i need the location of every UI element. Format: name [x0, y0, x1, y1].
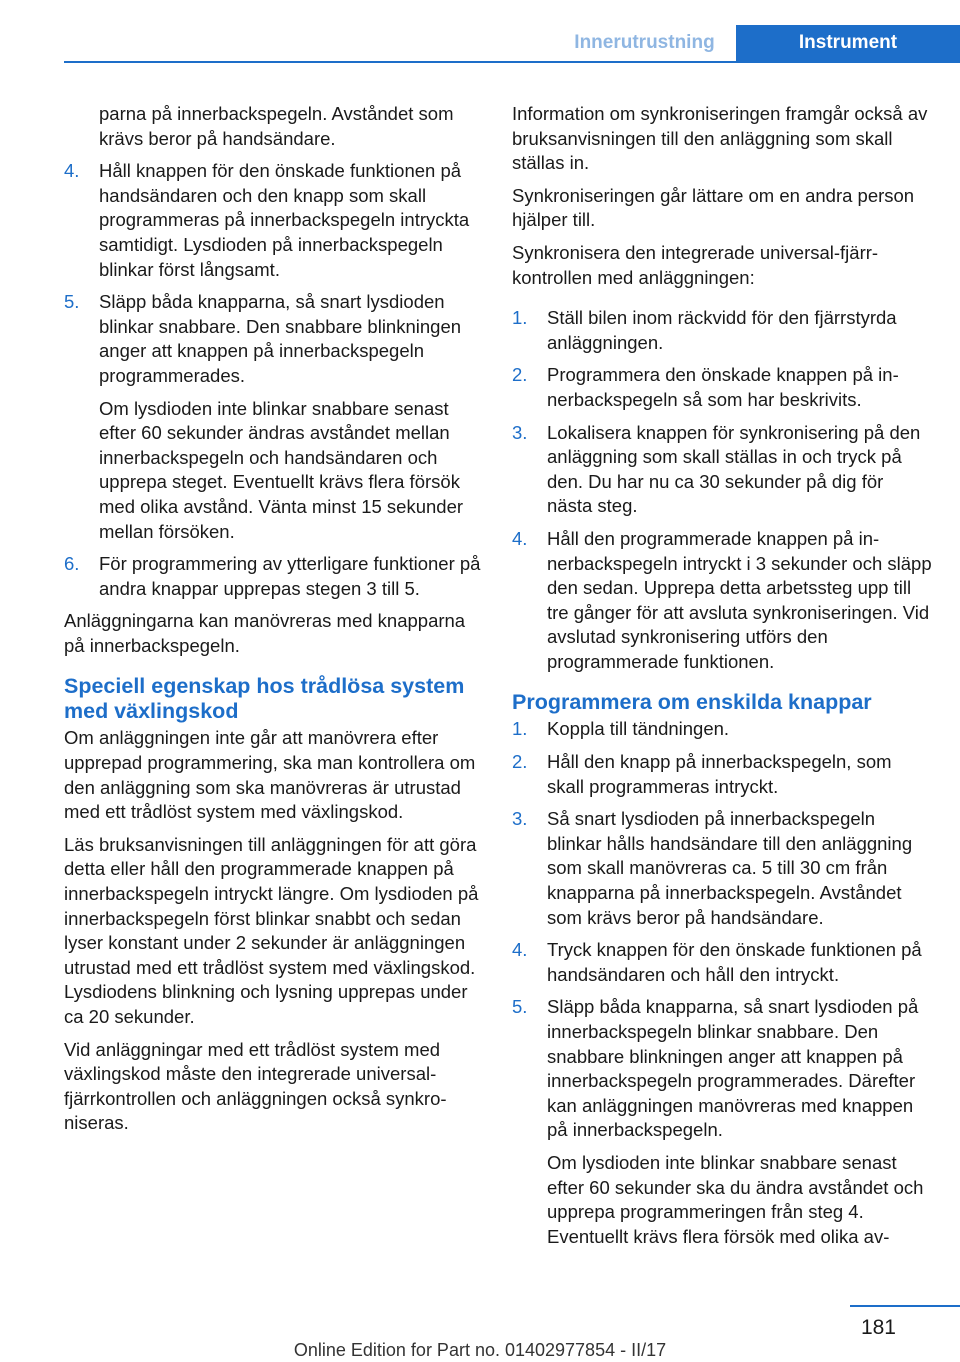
list-item-text — [547, 527, 932, 675]
list-item — [512, 995, 932, 1249]
list-item-number: 6. — [64, 553, 80, 575]
list-item — [64, 290, 486, 544]
list-item-paragraph: Tryck knappen för den önskade funktionen på handsändaren och håll den intryckt. — [547, 939, 922, 985]
list-item-text — [99, 290, 486, 544]
sync-intro-paragraph-3: Synkronisera den integrerade universal-fjärrkontrollen med anläggningen: — [512, 241, 879, 288]
list-item-paragraph: Om lysdioden inte blinkar snabbare senast efter 60 sekunder ändras avståndet mellan innerbackspegeln och handsändaren och upprepa steget. Eventuellt krävs flera försök med olika avstånd. Vänta minst 15 sekunder mellan försöken. — [99, 397, 464, 542]
edition-footer: Online Edition for Part no. 01402977854 - II/17 — [293, 1340, 667, 1360]
list-item — [64, 552, 486, 601]
list-item — [512, 717, 932, 742]
list-item-number: 1. — [512, 718, 528, 740]
list-item-text — [99, 159, 486, 282]
sync-intro-paragraph-1: Information om synkroniseringen framgår också av bruksanvisningen till den anläggning som skall ställas in. — [512, 103, 928, 174]
list-item — [512, 421, 932, 519]
list-item — [512, 306, 932, 355]
list-item-number: 4. — [64, 160, 80, 182]
right-column — [512, 102, 932, 1257]
list-item-paragraph: Släpp båda knapparna, så snart lysdioden på innerbackspegeln blinkar snabbare. Den snabbare blinkningen anger att knappen på innerbackspegeln programmerades. Därefter kan anläggningen manövreras med knappen på innerbackspegeln. — [547, 996, 919, 1141]
list-item-paragraph: Så snart lysdioden på innerbackspegeln blinkar hålls handsändare till den anläggning som skall manövreras ca. 5 till 30 cm från knapparna på innerbackspegeln. Avståndet som krävs beror på handsändare. — [547, 808, 913, 928]
header-rule — [64, 61, 960, 63]
list-item-number: 2. — [512, 364, 528, 386]
rolling-code-paragraph-1: Om anläggningen inte går att manövrera efter upprepad programmering, ska man kontrollera om den anläggning som ska manövreras är utrustad med ett trådlöst system med växlingskod. — [64, 727, 476, 823]
page-header — [0, 0, 960, 62]
list-item-paragraph: Håll den knapp på innerbackspegeln, som skall programmeras intryckt. — [547, 751, 892, 797]
list-item-paragraph: Håll den programmerade knappen på innerbackspegeln intryckt i 3 sekunder och släpp den sedan. Upprepa detta arbetssteg upp till tre gånger för att avsluta synkroniseringen. Vid avslutad synkronisering utförs den programmerade funktionen. — [547, 527, 932, 672]
list-item — [512, 807, 932, 930]
section-heading-rolling-code: Speciell egenskap hos trådlösa system med växlingskod — [64, 674, 465, 724]
list-item — [512, 938, 932, 987]
list-item-text — [547, 750, 932, 799]
list-item-text — [547, 363, 932, 412]
sync-steps-list — [512, 306, 932, 674]
list-item-number: 2. — [512, 751, 528, 773]
section-tab[interactable]: Innerutrustning — [574, 32, 715, 53]
list-item — [512, 363, 932, 412]
list-item-paragraph: Håll knappen för den önskade funktionen på handsändaren och den knapp som skall programmeras på innerbackspegeln intryckta samtidigt. Lysdioden på innerbackspegeln blinkar först långsamt. — [99, 160, 470, 280]
list-item-text — [547, 807, 932, 930]
list-item — [512, 750, 932, 799]
sync-intro-paragraph-2: Synkroniseringen går lättare om en andra person hjälper till. — [512, 184, 915, 231]
list-item-text — [547, 306, 932, 355]
reprogram-steps-list — [512, 717, 932, 1249]
list-item-number: 5. — [512, 996, 528, 1018]
rolling-code-paragraph-2: Läs bruksanvisningen till anläggningen för att göra detta eller håll den programmerade knappen på innerbackspegeln intryckt längre. Om lysdioden på innerbackspegeln först blinkar snabbt och sedan lyser konstant under 2 sekunder är anläggningen utrustad med ett trådlöst system med växlingskod. Lysdiodens blinkning och lysning upprepas under ca 20 sekunder. — [64, 833, 479, 1027]
list-item-text — [547, 717, 932, 742]
list-item-paragraph: För programmering av ytterligare funktioner på andra knappar upprepas stegen 3 till 5. — [99, 553, 481, 599]
list-item-text — [547, 938, 932, 987]
list-item-paragraph: Lokalisera knappen för synkronisering på den anläggning som skall ställas in och tryck på den. Du har nu ca 30 sekunder på dig för nästa steg. — [547, 421, 921, 517]
list-item-text — [547, 995, 932, 1249]
list-item-paragraph: Om lysdioden inte blinkar snabbare senast efter 60 sekunder ska du ändra avståndet och upprepa programmeringen från steg 4. Eventuellt krävs flera försök med olika av- — [547, 1151, 924, 1247]
footer-rule — [850, 1305, 960, 1307]
list-item-paragraph: Ställ bilen inom räckvidd för den fjärrstyrda anläggningen. — [547, 307, 897, 353]
list-item-number: 1. — [512, 307, 528, 329]
chapter-tab[interactable]: Instrument — [736, 25, 960, 61]
rolling-code-paragraph-3: Vid anläggningar med ett trådlöst system med växlingskod måste den integrerade universal-fjärrkontrollen och anläggningen också synkroniseras. — [64, 1038, 447, 1134]
continued-step-text: parna på innerbackspegeln. Avståndet som krävs beror på handsändare. — [99, 103, 454, 149]
page-number: 181 — [860, 1316, 896, 1339]
list-item-paragraph: Koppla till tändningen. — [547, 718, 730, 740]
list-item-text — [547, 421, 932, 519]
list-item-number: 4. — [512, 939, 528, 961]
section-heading-reprogram: Programmera om enskilda knappar — [512, 690, 872, 715]
programming-steps-list — [64, 159, 486, 601]
list-item — [64, 159, 486, 282]
list-item-text — [99, 552, 486, 601]
list-item-number: 5. — [64, 291, 80, 313]
list-item-number: 4. — [512, 527, 528, 549]
list-item — [512, 527, 932, 675]
list-item-paragraph: Programmera den önskade knappen på innerbackspegeln så som har beskrivits. — [547, 364, 899, 410]
list-item-paragraph: Släpp båda knapparna, så snart lysdioden blinkar snabbare. Den snabbare blinkningen anger att knappen på innerbackspegeln programmerades. — [99, 291, 462, 386]
list-item-number: 3. — [512, 808, 528, 830]
operation-note: Anläggningarna kan manövreras med knapparna på innerbackspegeln. — [64, 610, 466, 656]
list-item-number: 3. — [512, 421, 528, 443]
left-column — [64, 102, 486, 1144]
